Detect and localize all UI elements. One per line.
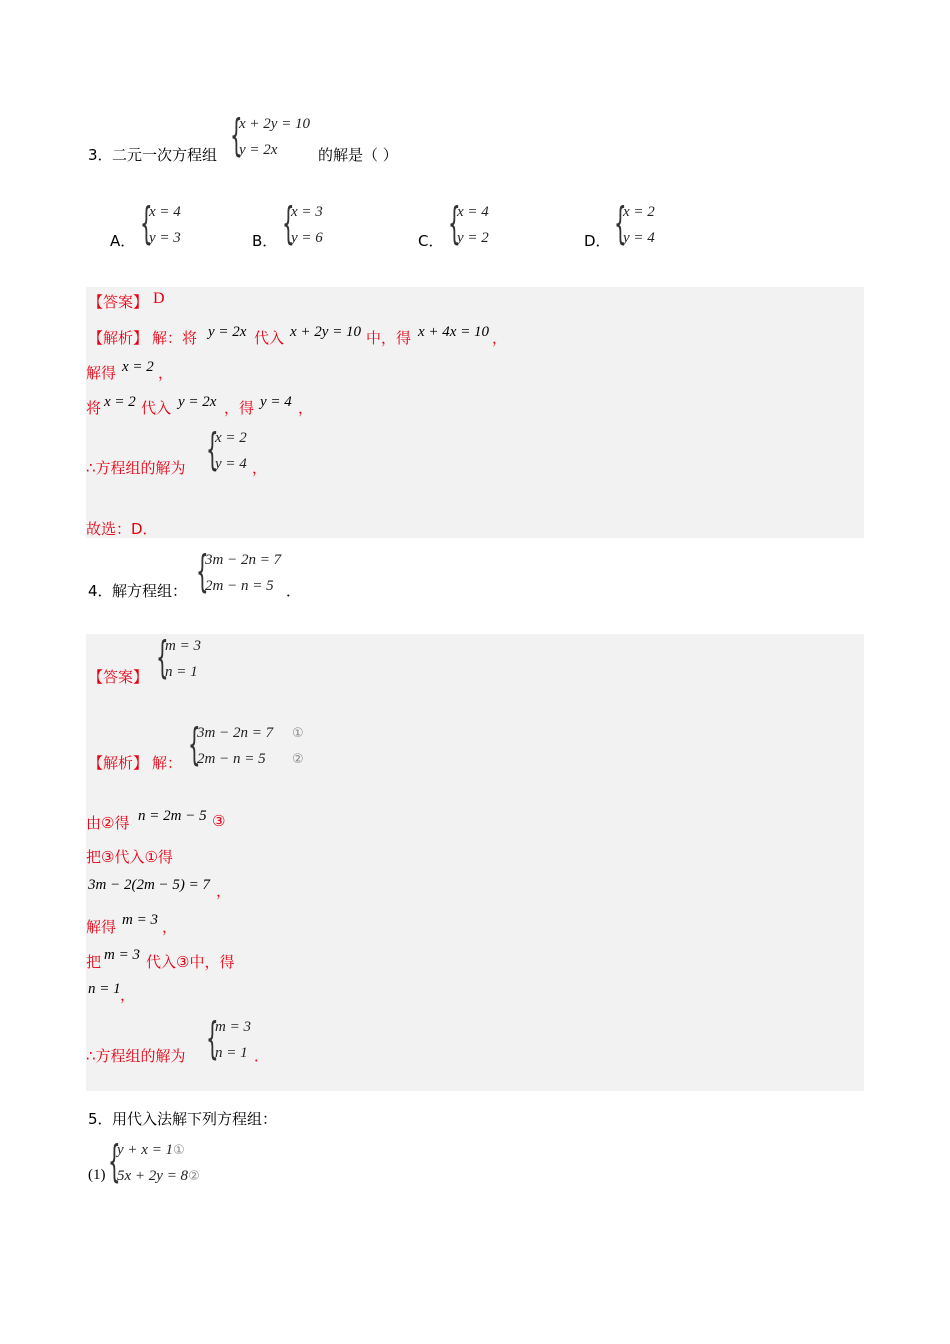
q3-option-b-label: B． <box>252 232 278 250</box>
q3-analysis-l1-math2: x + 2y = 10 <box>290 324 362 340</box>
brace-icon: { <box>614 198 627 249</box>
q4-step2: 把③代入①得 <box>86 848 173 866</box>
q3-option-d-label: D． <box>584 232 611 250</box>
q3-analysis-l1d: ， <box>492 329 508 347</box>
q3-answer-value: D <box>153 290 165 307</box>
q4-step1-math: n = 2m − 5 <box>138 808 207 824</box>
q5-stem: 用代入法解下列方程组： <box>112 1110 278 1128</box>
q4-step7b: ． <box>254 1047 270 1065</box>
q3-analysis-l1-math3: x + 4x = 10 <box>418 324 490 340</box>
q3-option-a <box>140 198 210 252</box>
q3-option-c <box>448 198 518 252</box>
brace-icon: { <box>448 198 461 249</box>
q4-system <box>196 546 296 600</box>
q4-step3b: ， <box>216 882 232 900</box>
brace-icon: { <box>230 110 243 161</box>
q3-analysis-l4b: ， <box>252 459 268 477</box>
q4-system-eq1: 3m − 2n = 7 <box>205 552 282 568</box>
q3-option-b <box>282 198 352 252</box>
q3-analysis-l2b: ， <box>158 364 174 382</box>
brace-icon: { <box>196 546 209 597</box>
q4-step6-math: n = 1 <box>88 981 121 997</box>
q3-system <box>230 110 330 164</box>
q4-solution-eq2: n = 1 <box>215 1045 248 1061</box>
brace-icon: { <box>206 1013 219 1064</box>
q5-part-label: (1) <box>88 1167 106 1183</box>
q4-analysis-mark2: ② <box>292 752 304 767</box>
brace-icon: { <box>156 632 169 683</box>
q4-step5a: 把 <box>86 953 102 971</box>
q4-step1a: 由②得 <box>86 814 130 832</box>
q4-answer-eq1: m = 3 <box>165 638 201 654</box>
q3-analysis-l3a: 将 <box>86 399 102 417</box>
q4-step4-math: m = 3 <box>122 912 158 928</box>
q4-answer-system <box>156 632 226 686</box>
q3-analysis-l3-math3: y = 4 <box>260 394 292 410</box>
q3-option-b-eq1: x = 3 <box>291 204 323 220</box>
q3-analysis-l1a: 解：将 <box>152 329 198 347</box>
q3-system-eq2: y = 2x <box>239 142 278 158</box>
q4-analysis-eq2: 2m − n = 5 <box>197 751 266 767</box>
q3-analysis-l3-math1: x = 2 <box>104 394 136 410</box>
q4-step1b: ③ <box>212 812 226 830</box>
q4-step7a: ∴方程组的解为 <box>86 1047 186 1065</box>
q5-number: 5． <box>88 1110 113 1128</box>
q4-step6b: ， <box>120 986 136 1004</box>
q5-system-eq2 <box>117 1168 200 1185</box>
q3-analysis-solution-eq1: x = 2 <box>215 430 247 446</box>
q4-step4a: 解得 <box>86 918 117 936</box>
q5-eq1-text: y + x = 1 <box>117 1142 174 1158</box>
q3-analysis-l4a: ∴方程组的解为 <box>86 459 186 477</box>
q4-step5b: 代入③中，得 <box>146 953 235 971</box>
q3-stem-prefix: 二元一次方程组 <box>112 146 218 164</box>
q3-option-b-eq2: y = 6 <box>291 230 323 246</box>
q3-option-d <box>614 198 684 252</box>
q4-answer-tag: 【答案】 <box>88 668 149 686</box>
q4-stem-end: ． <box>286 582 302 600</box>
q4-step3-math: 3m − 2(2m − 5) = 7 <box>88 877 211 893</box>
q4-analysis-mark1: ① <box>292 726 304 741</box>
q4-answer-eq2: n = 1 <box>165 664 198 680</box>
q3-analysis-l5: 故选：D． <box>86 520 158 538</box>
q3-analysis-l2a: 解得 <box>86 364 117 382</box>
q3-system-eq1: x + 2y = 10 <box>239 116 311 132</box>
brace-icon: { <box>206 424 219 475</box>
q3-option-d-eq2: y = 4 <box>623 230 655 246</box>
q4-analysis-prefix: 解： <box>152 754 183 772</box>
q4-step5-math: m = 3 <box>104 947 140 963</box>
q3-answer-panel <box>86 287 864 538</box>
brace-icon: { <box>108 1136 121 1187</box>
q3-analysis-l1b: 代入 <box>254 329 285 347</box>
q4-stem: 解方程组： <box>112 582 188 600</box>
q3-number: 3． <box>88 146 113 164</box>
brace-icon: { <box>282 198 295 249</box>
q5-mark2: ② <box>188 1169 200 1184</box>
q4-number: 4． <box>88 582 113 600</box>
q3-stem-suffix: 的解是（ ） <box>318 146 398 164</box>
q3-answer-tag: 【答案】 <box>88 293 149 311</box>
q4-solution-eq1: m = 3 <box>215 1019 251 1035</box>
q4-answer-panel <box>86 634 864 1091</box>
q3-option-c-label: C． <box>418 232 444 250</box>
q4-analysis-eq1: 3m − 2n = 7 <box>197 725 274 741</box>
q3-analysis-solution-eq2: y = 4 <box>215 456 247 472</box>
q3-option-d-eq1: x = 2 <box>623 204 655 220</box>
brace-icon: { <box>140 198 153 249</box>
q3-analysis-l1-math1: y = 2x <box>208 324 247 340</box>
brace-icon: { <box>188 719 201 770</box>
q3-analysis-tag: 【解析】 <box>88 329 149 347</box>
q3-analysis-l3-math2: y = 2x <box>178 394 217 410</box>
q3-analysis-l2-math: x = 2 <box>122 359 154 375</box>
q4-analysis-tag: 【解析】 <box>88 754 149 772</box>
q3-option-a-eq2: y = 3 <box>149 230 181 246</box>
q4-system-eq2: 2m − n = 5 <box>205 578 274 594</box>
q3-analysis-l3d: ， <box>298 399 314 417</box>
q5-system <box>108 1136 228 1190</box>
q3-analysis-l3b: 代入 <box>141 399 172 417</box>
q3-analysis-l1c: 中，得 <box>366 329 412 347</box>
q3-option-a-eq1: x = 4 <box>149 204 181 220</box>
q3-analysis-l3c: ，得 <box>224 399 255 417</box>
q3-option-a-label: A． <box>110 232 136 250</box>
q4-step4b: ， <box>162 918 178 936</box>
q5-system-eq1 <box>117 1142 185 1159</box>
q4-analysis-system <box>188 719 328 773</box>
q5-eq2-text: 5x + 2y = 8 <box>117 1168 189 1184</box>
q3-option-c-eq2: y = 2 <box>457 230 489 246</box>
q3-option-c-eq1: x = 4 <box>457 204 489 220</box>
q5-mark1: ① <box>173 1143 185 1158</box>
